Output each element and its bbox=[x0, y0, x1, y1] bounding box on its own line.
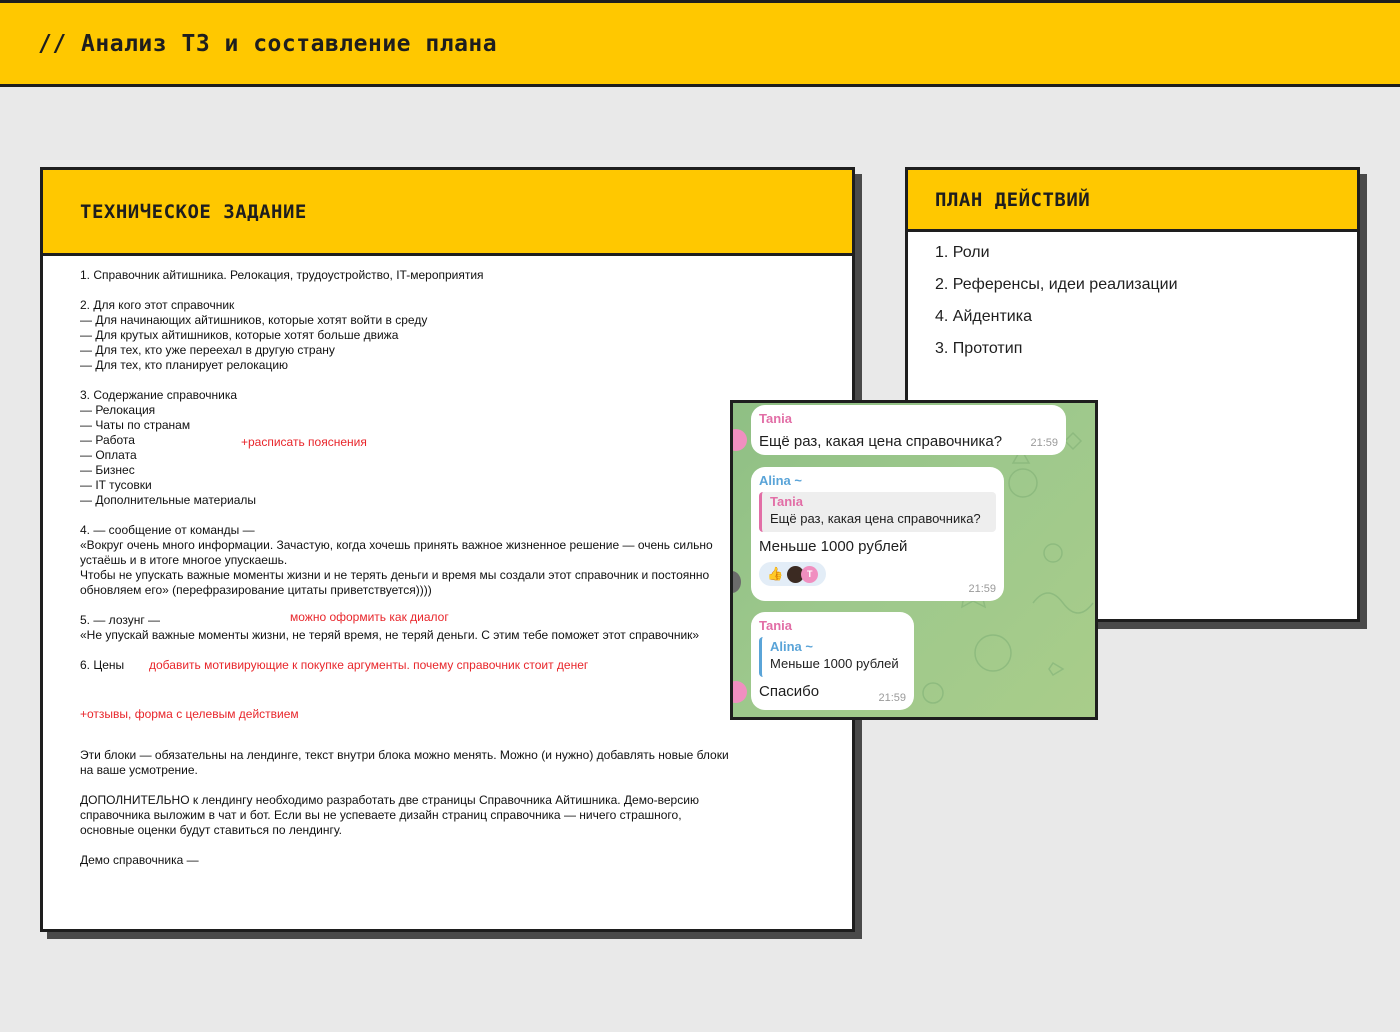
chat-message bbox=[751, 467, 1004, 601]
message-time: 21:59 bbox=[878, 692, 906, 704]
message-text: Ещё раз, какая цена справочника? bbox=[759, 433, 1003, 450]
tz-line: устаёшь и в итоге многое упускаешь. bbox=[80, 553, 288, 567]
tz-line: основные оценки будут ставиться по лендингу. bbox=[80, 823, 342, 837]
tz-line: Демо справочника — bbox=[80, 853, 199, 867]
plan-item-prototype: 3. Прототип bbox=[935, 340, 1023, 357]
plan-item-roles: 1. Роли bbox=[935, 244, 990, 261]
plan-card-title: ПЛАН ДЕЙСТВИЙ bbox=[935, 189, 1091, 211]
tz-line: — Чаты по странам bbox=[80, 418, 191, 432]
tz-line: — IT тусовки bbox=[80, 478, 152, 492]
avatar: T bbox=[801, 566, 818, 583]
reply-quote bbox=[759, 637, 906, 677]
tz-annotation: +расписать пояснения bbox=[241, 435, 367, 449]
tz-line: — Дополнительные материалы bbox=[80, 493, 257, 507]
message-text: Спасибо bbox=[759, 683, 820, 700]
tz-line-text: 5. — лозунг — bbox=[80, 613, 161, 627]
tz-line: — Для тех, кто планирует релокацию bbox=[80, 358, 289, 372]
tz-line: Эти блоки — обязательны на лендинге, текст внутри блока можно менять. Можно (и нужно) добавлять новые блоки bbox=[80, 748, 729, 762]
message-time: 21:59 bbox=[1030, 437, 1058, 449]
thumbs-up-icon: 👍 bbox=[767, 566, 784, 581]
tz-annotation: можно оформить как диалог bbox=[290, 610, 449, 624]
tz-line: Чтобы не упускать важные моменты жизни и не терять деньги и время мы создали этот справочник и постоянно bbox=[80, 568, 710, 582]
chat-message bbox=[751, 612, 914, 710]
reply-quote bbox=[759, 492, 996, 532]
plan-item-identity: 4. Айдентика bbox=[935, 308, 1032, 325]
tz-line: ДОПОЛНИТЕЛЬНО к лендингу необходимо разработать две страницы Справочника Айтишника. Демо-версию bbox=[80, 793, 699, 807]
tz-line: 3. Содержание справочника bbox=[80, 388, 238, 402]
tz-line: — Для тех, кто уже переехал в другую страну bbox=[80, 343, 335, 357]
reaction-badge[interactable] bbox=[759, 562, 826, 586]
tz-line-text: — Работа bbox=[80, 433, 135, 447]
tz-card-title: ТЕХНИЧЕСКОЕ ЗАДАНИЕ bbox=[80, 201, 307, 223]
tz-line: — Для крутых айтишников, которые хотят больше движа bbox=[80, 328, 399, 342]
plan-list bbox=[935, 242, 1178, 370]
chat-message bbox=[751, 405, 1066, 455]
page-title: // Анализ ТЗ и составление плана bbox=[38, 31, 498, 57]
tz-line: — Релокация bbox=[80, 403, 156, 417]
tz-line: — Бизнес bbox=[80, 463, 135, 477]
tz-annotation: +отзывы, форма с целевым действием bbox=[80, 707, 299, 721]
tz-line: 1. Справочник айтишника. Релокация, трудоустройство, IT-мероприятия bbox=[80, 268, 484, 282]
plan-card-header bbox=[908, 170, 1357, 232]
plan-item-references: 2. Референсы, идеи реализации bbox=[935, 276, 1178, 293]
header-bar bbox=[0, 0, 1400, 87]
chat-screenshot bbox=[730, 400, 1098, 720]
quote-text: Ещё раз, какая цена справочника? bbox=[770, 511, 981, 526]
message-time: 21:59 bbox=[968, 583, 996, 595]
tz-line: на ваше усмотрение. bbox=[80, 763, 198, 777]
message-text: Меньше 1000 рублей bbox=[759, 538, 908, 555]
tz-line: — Оплата bbox=[80, 448, 137, 462]
tz-line: 2. Для кого этот справочник bbox=[80, 298, 235, 312]
quote-sender: Tania bbox=[770, 494, 803, 509]
tz-card-header bbox=[43, 170, 852, 256]
tz-line: — Для начинающих айтишников, которые хотят войти в среду bbox=[80, 313, 428, 327]
tz-line: «Вокруг очень много информации. Зачастую, когда хочешь принять важное жизненное решение — очень сильно bbox=[80, 538, 713, 552]
message-sender: Tania bbox=[759, 411, 792, 426]
message-sender: Tania bbox=[759, 618, 792, 633]
tz-line: «Не упускай важные моменты жизни, не теряй время, не теряй деньги. С этим тебе поможет этот справочник» bbox=[80, 628, 700, 642]
tz-line: справочника выложим в чат и бот. Если вы не успеваете дизайн страниц справочника — ничего страшного, bbox=[80, 808, 682, 822]
tz-line: обновляем его» (перефразирование цитаты приветствуется)))) bbox=[80, 583, 432, 597]
message-sender: Alina ~ bbox=[759, 473, 802, 488]
quote-text: Меньше 1000 рублей bbox=[770, 656, 899, 671]
tz-line: 4. — сообщение от команды — bbox=[80, 523, 255, 537]
tz-line-text: 6. Цены bbox=[80, 658, 125, 672]
tz-annotation: добавить мотивирующие к покупке аргументы. почему справочник стоит денег bbox=[149, 658, 589, 672]
quote-sender: Alina ~ bbox=[770, 639, 813, 654]
